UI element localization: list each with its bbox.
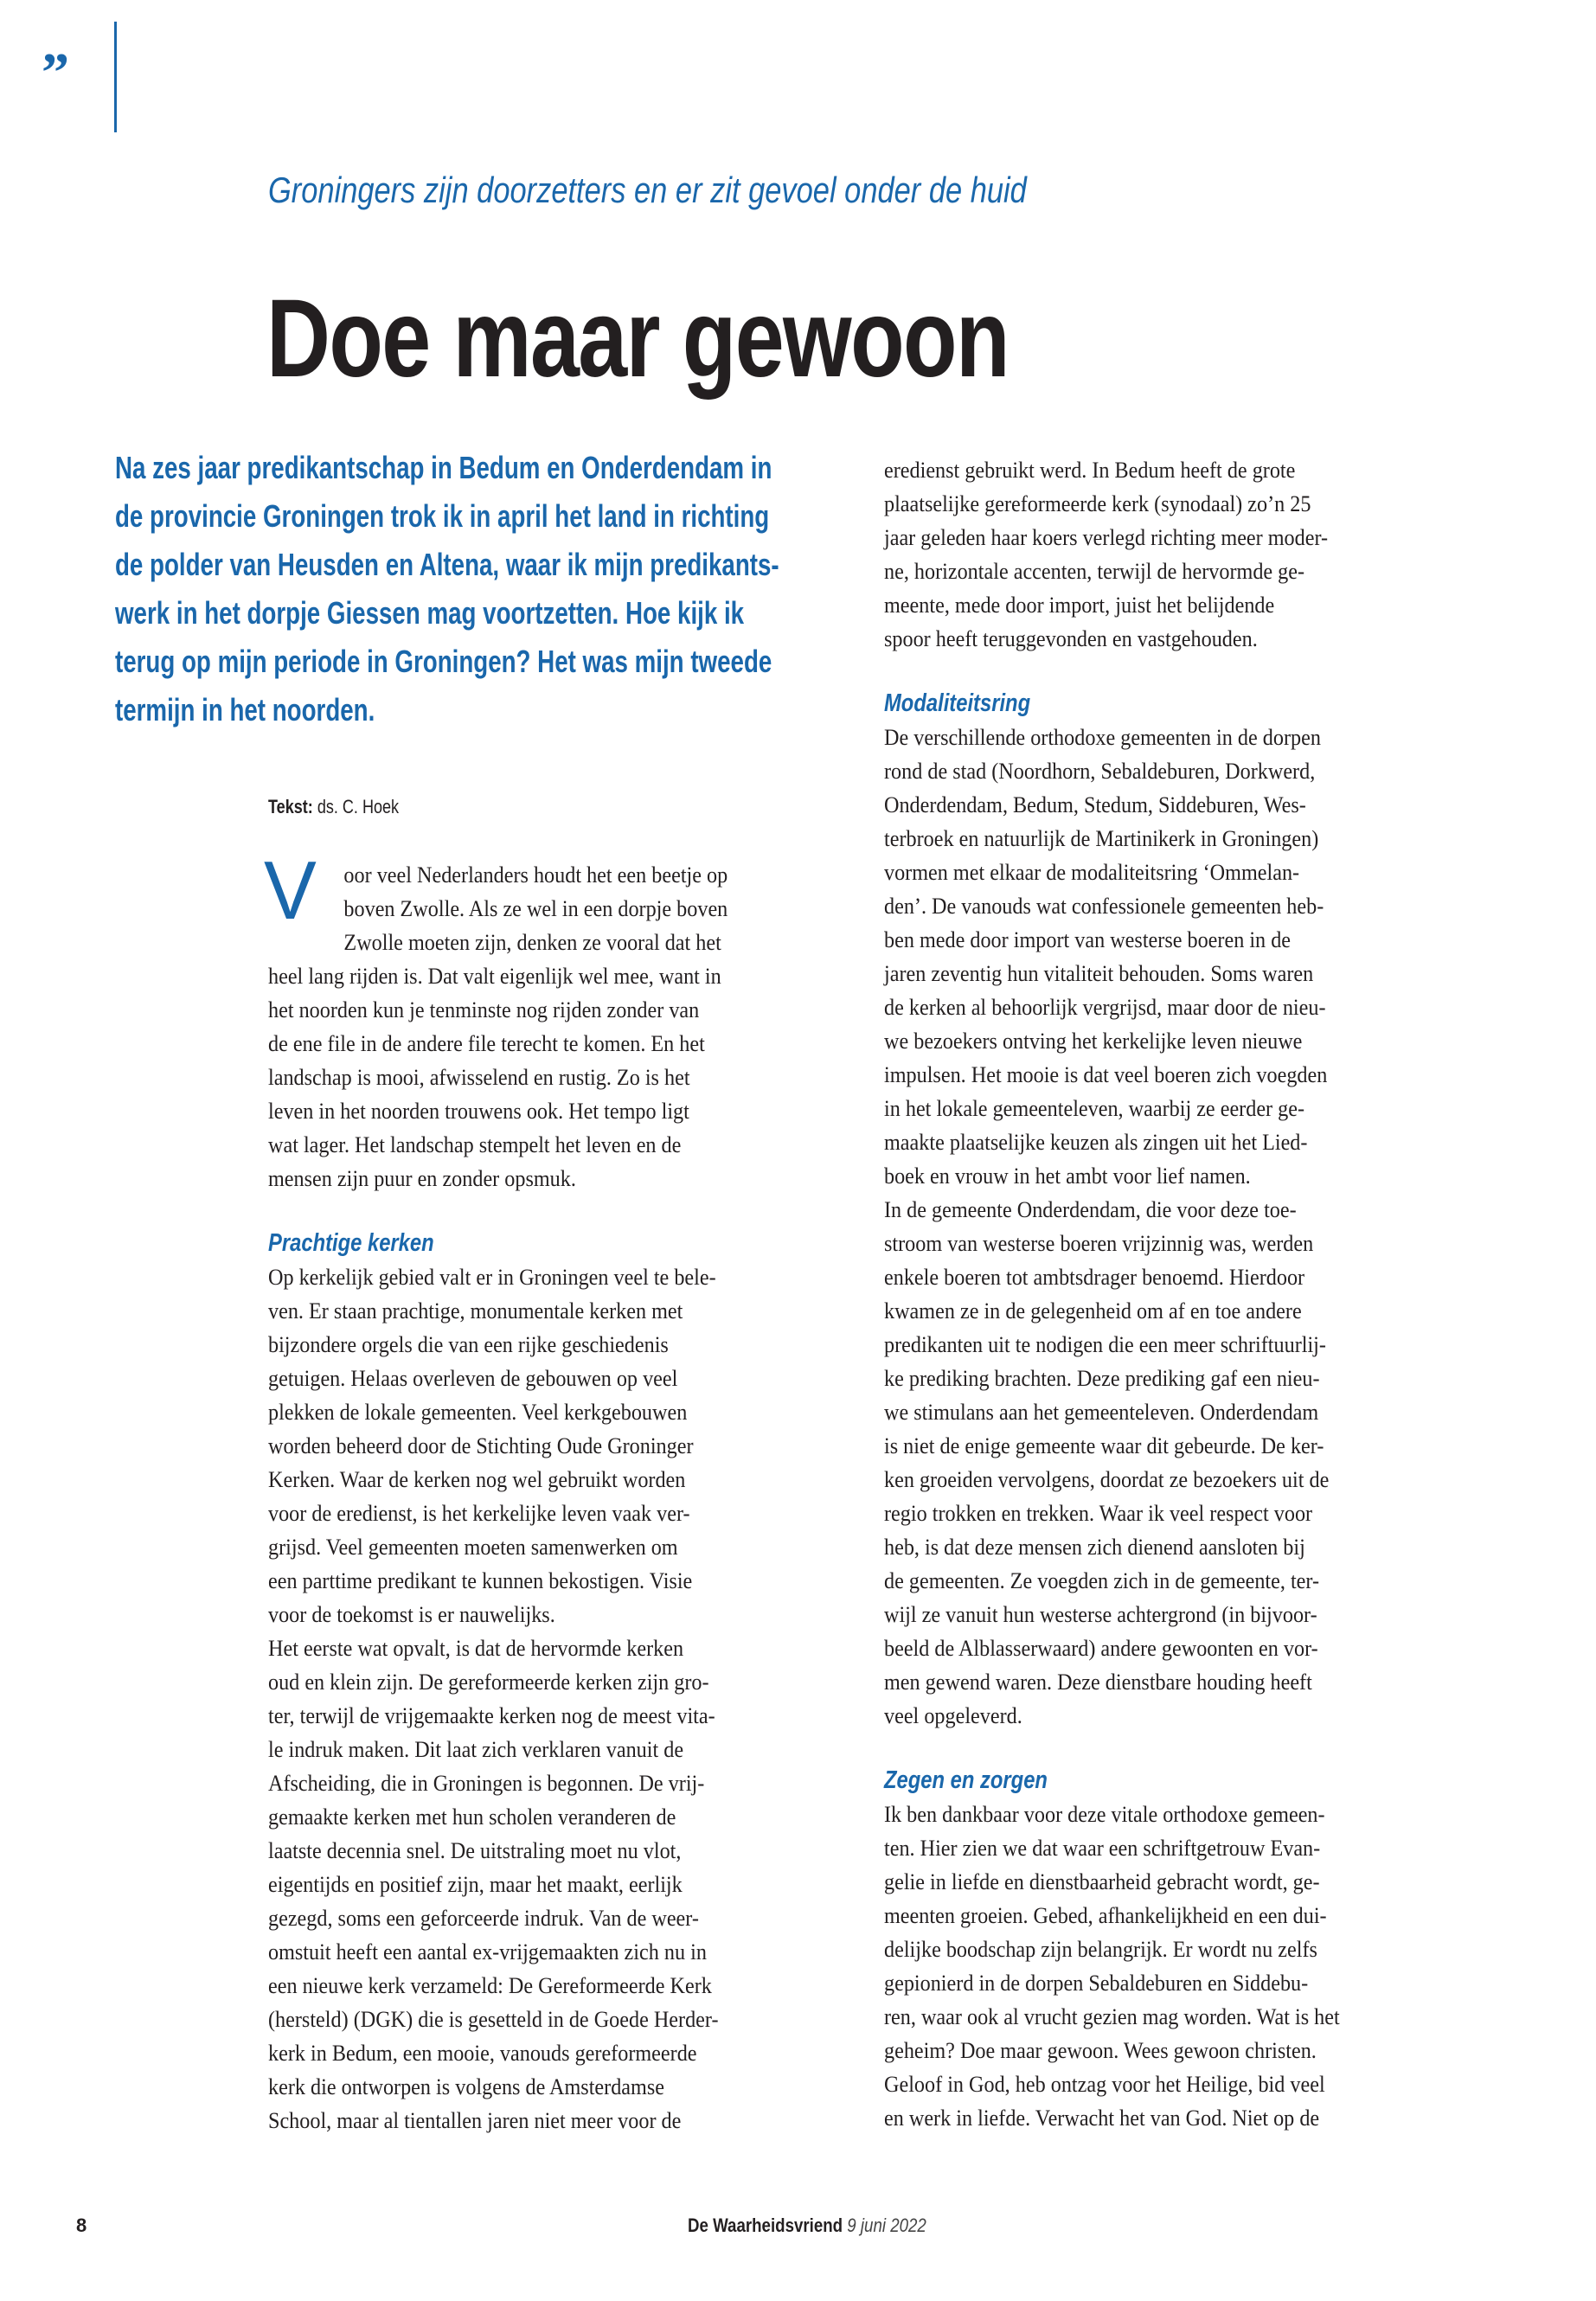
text-line: rond de stad (Noordhorn, Sebaldeburen, Dorkwerd, — [884, 759, 1316, 784]
text-line: beeld de Alblasserwaard) andere gewoonten en vor- — [884, 1636, 1318, 1661]
text-line: kwamen ze in de gelegenheid om af en toe andere — [884, 1298, 1302, 1324]
text-line: voor de eredienst, is het kerkelijke leven vaak ver- — [268, 1501, 690, 1526]
text-line: eredienst gebruikt werd. In Bedum heeft de grote — [884, 458, 1296, 483]
text-line: gezegd, soms een geforceerde indruk. Van de weer- — [268, 1906, 699, 1931]
text-line: de kerken al behoorlijk vergrijsd, maar door de nieu- — [884, 995, 1326, 1020]
section-heading: Modaliteitsring — [884, 689, 1031, 717]
text-line: heb, is dat deze mensen zich dienend aansloten bij — [884, 1535, 1305, 1560]
text-line: predikanten uit te nodigen die een meer schriftuurlij- — [884, 1332, 1326, 1357]
publication-name: De Waarheidsvriend — [688, 2214, 843, 2236]
text-line: wat lager. Het landschap stempelt het leven en de — [268, 1132, 682, 1157]
lead-line: de provincie Groningen trok ik in april het land in richting — [115, 498, 770, 534]
text-line: geheim? Doe maar gewoon. Wees gewoon christen. — [884, 2038, 1317, 2063]
article-subtitle: Groningers zijn doorzetters en er zit gevoel onder de huid — [268, 170, 1027, 210]
decorative-divider — [114, 22, 117, 132]
text-line: leven in het noorden trouwens ook. Het tempo ligt — [268, 1099, 689, 1124]
text-line: ben mede door import van westerse boeren in de — [884, 927, 1292, 952]
text-line: ten. Hier zien we dat waar een schriftgetrouw Evan- — [884, 1836, 1321, 1861]
page-number: 8 — [76, 2214, 87, 2236]
text-line: meenten groeien. Gebed, afhankelijkheid en een dui- — [884, 1903, 1327, 1928]
text-line: we bezoekers ontving het kerkelijke leven nieuwe — [884, 1029, 1303, 1054]
text-line: oor veel Nederlanders houdt het een beetje op — [343, 862, 728, 888]
text-line: gelie in liefde en dienstbaarheid gebracht wordt, ge- — [884, 1869, 1320, 1894]
text-line: en werk in liefde. Verwacht het van God. Niet op de — [884, 2106, 1320, 2131]
text-line: het noorden kun je tenminste nog rijden zonder van — [268, 997, 700, 1022]
text-line: (hersteld) (DGK) die is gesetteld in de Goede Herder- — [268, 2007, 719, 2032]
text-line: voor de toekomst is er nauwelijks. — [268, 1602, 555, 1627]
text-line: ven. Er staan prachtige, monumentale kerken met — [268, 1298, 683, 1324]
text-line: omstuit heeft een aantal ex-vrijgemaakten zich nu in — [268, 1939, 707, 1965]
publication-date: 9 juni 2022 — [847, 2214, 926, 2236]
text-line: In de gemeente Onderdendam, die voor deze toe- — [884, 1197, 1297, 1222]
text-line: enkele boeren tot ambtsdrager benoemd. Hierdoor — [884, 1265, 1305, 1290]
text-line: veel opgeleverd. — [884, 1703, 1022, 1728]
text-line: Zwolle moeten zijn, denken ze vooral dat het — [343, 930, 721, 955]
text-line: is niet de enige gemeente waar dit gebeurde. De ker- — [884, 1433, 1324, 1458]
text-line: De verschillende orthodoxe gemeenten in de dorpen — [884, 725, 1321, 750]
byline — [268, 796, 399, 818]
text-line: men gewend waren. Deze dienstbare houding heeft — [884, 1670, 1312, 1695]
text-line: regio trokken en trekken. Waar ik veel respect voor — [884, 1501, 1313, 1526]
text-line: Op kerkelijk gebied valt er in Groningen veel te bele- — [268, 1265, 716, 1290]
text-line: spoor heeft teruggevonden en vastgehouden. — [884, 626, 1258, 651]
text-line: ken groeiden vervolgens, doordat ze bezoekers uit de — [884, 1467, 1330, 1492]
text-line: mensen zijn puur en zonder opsmuk. — [268, 1166, 576, 1191]
text-line: landschap is mooi, afwisselend en rustig. Zo is het — [268, 1065, 690, 1090]
text-line: plaatselijke gereformeerde kerk (synodaal) zo’n 25 — [884, 491, 1311, 516]
text-line: worden beheerd door de Stichting Oude Groninger — [268, 1433, 694, 1458]
text-line: de gemeenten. Ze voegden zich in de gemeente, ter- — [884, 1568, 1320, 1593]
text-line: ne, horizontale accenten, terwijl de hervormde ge- — [884, 559, 1305, 584]
article-title: Doe maar gewoon — [266, 277, 1009, 401]
text-line: vormen met elkaar de modaliteitsring ‘Ommelan- — [884, 860, 1300, 885]
text-line: Onderdendam, Bedum, Stedum, Siddeburen, Wes- — [884, 792, 1306, 817]
lead-paragraph — [115, 448, 977, 739]
text-line: ter, terwijl de vrijgemaakte kerken nog de meest vita- — [268, 1703, 715, 1728]
lead-line: werk in het dorpje Giessen mag voortzetten. Hoe kijk ik — [115, 595, 745, 631]
text-line: bijzondere orgels die van een rijke geschiedenis — [268, 1332, 669, 1357]
text-line: kerk die ontworpen is volgens de Amsterdamse — [268, 2074, 664, 2099]
text-line: jaar geleden haar koers verlegd richting meer moder- — [884, 525, 1329, 550]
drop-cap: V — [264, 844, 317, 937]
text-line: ke prediking brachten. Deze prediking gaf een nieu- — [884, 1366, 1320, 1391]
text-line: jaren zeventig hun vitaliteit behouden. Soms waren — [884, 961, 1314, 986]
quote-mark-icon: ” — [42, 42, 64, 103]
text-line: terbroek en natuurlijk de Martinikerk in Groningen) — [884, 826, 1319, 851]
text-line: stroom van westerse boeren vrijzinnig was, werden — [884, 1231, 1314, 1256]
text-line: gepionierd in de dorpen Sebaldeburen en Siddebu- — [884, 1971, 1309, 1996]
text-line: een nieuwe kerk verzameld: De Gereformeerde Kerk — [268, 1973, 712, 1998]
text-line: boven Zwolle. Als ze wel in een dorpje boven — [343, 896, 728, 921]
byline-author: ds. C. Hoek — [317, 796, 400, 817]
text-line: eigentijds en positief zijn, maar het maakt, eerlijk — [268, 1872, 683, 1897]
text-line: Geloof in God, heb ontzag voor het Heilige, bid veel — [884, 2072, 1325, 2097]
footer-publication — [688, 2214, 926, 2237]
text-line: ren, waar ook al vrucht gezien mag worden. Wat is het — [884, 2004, 1340, 2029]
text-line: maakte plaatselijke keuzen als zingen uit het Lied- — [884, 1130, 1308, 1155]
text-line: Het eerste wat opvalt, is dat de hervormde kerken — [268, 1636, 684, 1661]
left-column — [268, 858, 856, 2138]
lead-line: Na zes jaar predikantschap in Bedum en Onderdendam in — [115, 450, 772, 485]
text-line: een parttime predikant te kunnen bekostigen. Visie — [268, 1568, 693, 1593]
text-line: laatste decennia snel. De uitstraling moet nu vlot, — [268, 1838, 682, 1863]
section-heading: Prachtige kerken — [268, 1229, 434, 1257]
lead-line: de polder van Heusden en Altena, waar ik mijn predikants- — [115, 547, 779, 582]
text-line: oud en klein zijn. De gereformeerde kerken zijn gro- — [268, 1670, 709, 1695]
lead-line: termijn in het noorden. — [115, 692, 375, 727]
text-line: getuigen. Helaas overleven de gebouwen op veel — [268, 1366, 678, 1391]
section-heading: Zegen en zorgen — [884, 1766, 1048, 1794]
text-line: kerk in Bedum, een mooie, vanouds gereformeerde — [268, 2041, 697, 2066]
text-line: Kerken. Waar de kerken nog wel gebruikt worden — [268, 1467, 686, 1492]
text-line: le indruk maken. Dit laat zich verklaren vanuit de — [268, 1737, 684, 1762]
text-line: Afscheiding, die in Groningen is begonnen. De vrij- — [268, 1771, 705, 1796]
text-line: delijke boodschap zijn belangrijk. Er wordt nu zelfs — [884, 1937, 1317, 1962]
text-line: Ik ben dankbaar voor deze vitale orthodoxe gemeen- — [884, 1802, 1325, 1827]
text-line: plekken de lokale gemeenten. Veel kerkgebouwen — [268, 1400, 688, 1425]
text-line: wijl ze vanuit hun westerse achtergrond (in bijvoor- — [884, 1602, 1317, 1627]
byline-label: Tekst: — [268, 796, 313, 817]
text-line: grijsd. Veel gemeenten moeten samenwerken om — [268, 1535, 678, 1560]
text-line: meente, mede door import, juist het belijdende — [884, 593, 1275, 618]
text-line: den’. De vanouds wat confessionele gemeenten heb- — [884, 894, 1324, 919]
text-line: heel lang rijden is. Dat valt eigenlijk wel mee, want in — [268, 964, 721, 989]
text-line: gemaakte kerken met hun scholen veranderen de — [268, 1804, 676, 1830]
text-line: impulsen. Het mooie is dat veel boeren zich voegden — [884, 1062, 1328, 1087]
text-line: School, maar al tientallen jaren niet meer voor de — [268, 2108, 682, 2133]
text-line: we stimulans aan het gemeenteleven. Onderdendam — [884, 1400, 1319, 1425]
text-line: boek en vrouw in het ambt voor lief namen. — [884, 1163, 1251, 1189]
right-column — [884, 453, 1472, 2135]
text-line: de ene file in de andere file terecht te komen. En het — [268, 1031, 705, 1056]
text-line: in het lokale gemeenteleven, waarbij ze eerder ge- — [884, 1096, 1305, 1121]
lead-line: terug op mijn periode in Groningen? Het was mijn tweede — [115, 644, 772, 679]
